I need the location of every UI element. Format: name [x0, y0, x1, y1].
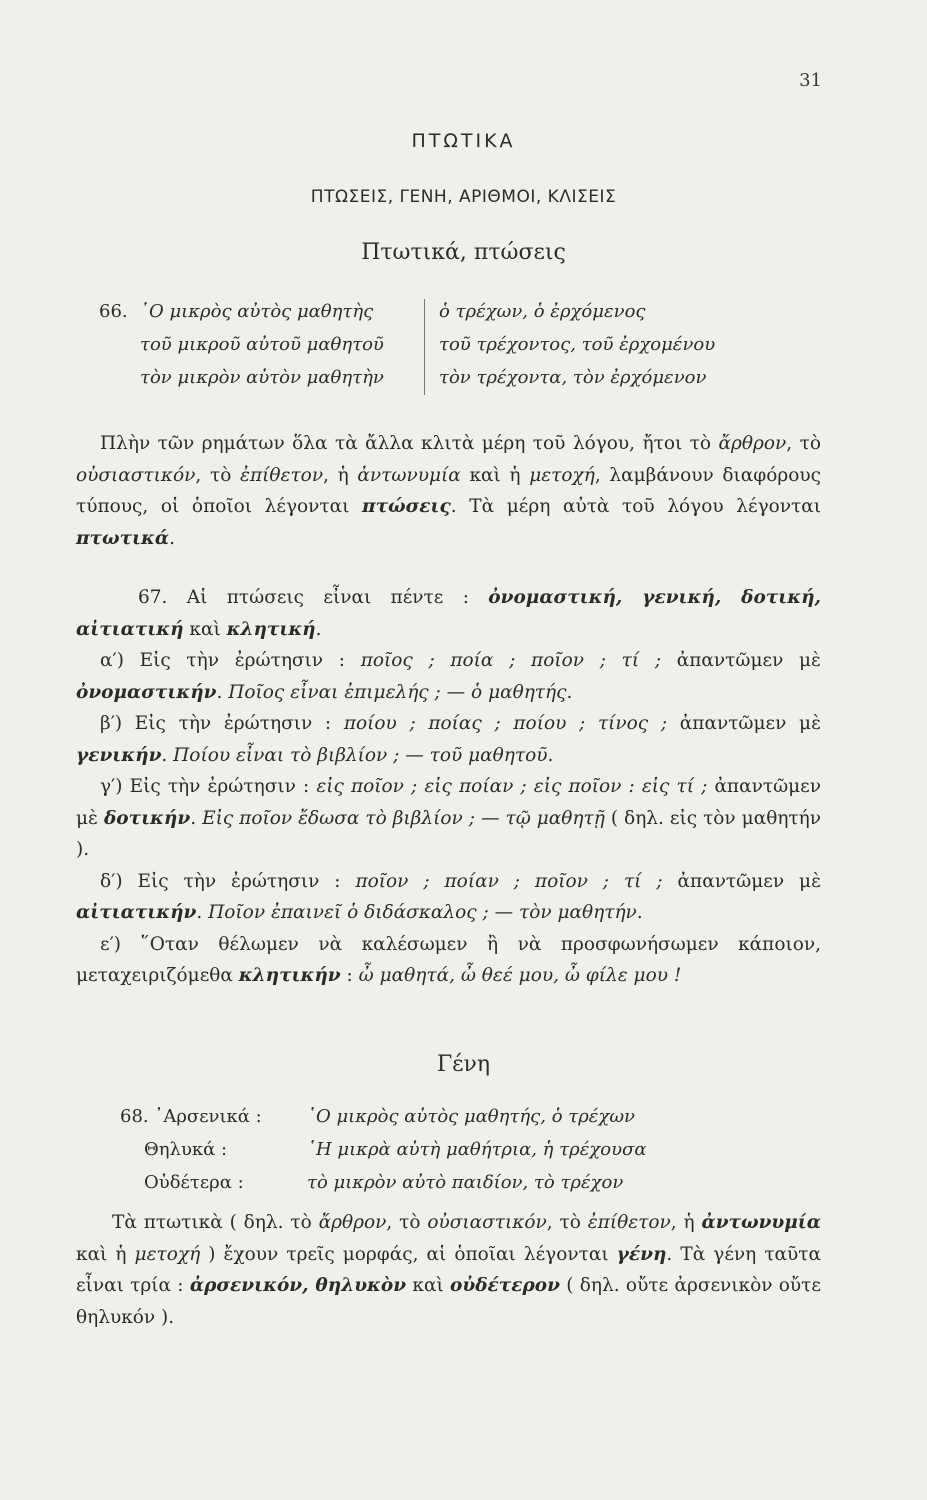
- text-run: ἐπίθετον: [240, 464, 324, 486]
- text-run: .: [161, 744, 174, 766]
- gender-row-neuter: [120, 1166, 820, 1199]
- gender-row-feminine: [120, 1133, 820, 1166]
- text-run: εἰς ποῖον ; εἰς ποίαν ; εἰς ποῖον : εἰς τί ;: [316, 776, 708, 797]
- paragraph-genders: [76, 1207, 821, 1333]
- text-run: .: [547, 744, 554, 766]
- text-run: Θηλυκά :: [144, 1139, 228, 1160]
- text-run: ὀνομαστικήν: [76, 681, 217, 703]
- text-run: ἀπαντῶμεν μὲ: [662, 870, 821, 892]
- example-number: 66.: [99, 301, 128, 322]
- example-line: τὸν τρέχοντα, τὸν ἐρχόμενον: [439, 367, 707, 388]
- text-run: 68. ᾿Αρσενικά :: [120, 1106, 262, 1127]
- text-run: ἀντωνυμία: [701, 1212, 821, 1233]
- case-item-nominative: [76, 645, 821, 708]
- text-run: ἀπαντῶμεν μὲ: [76, 776, 822, 829]
- text-run: Ποίου εἶναι τὸ βιβλίον ; — τοῦ μαθητοῦ: [173, 744, 548, 766]
- text-run: , τὸ: [786, 433, 822, 454]
- text-run: .: [566, 681, 573, 703]
- text-run: οὐσιαστικόν: [427, 1212, 547, 1233]
- example-line: ὁ τρέχων, ὁ ἐρχόμενος: [439, 301, 646, 322]
- paragraph-67-lead: [76, 582, 821, 645]
- text-run: .: [196, 902, 209, 923]
- text-run: , λαμβάνουν διαφόρους τύπους, οἱ ὁποῖοι λέγονται: [76, 464, 822, 517]
- text-run: γ′) Εἰς τὴν ἐρώτησιν :: [100, 776, 317, 797]
- text-run: μετοχή: [529, 464, 595, 486]
- text-run: ὀνομαστική, γενική, δοτική, αἰτιατική: [76, 587, 821, 640]
- page-number: 31: [799, 70, 822, 91]
- case-item-accusative: [76, 866, 821, 929]
- text-run: ἀπαντῶμεν μὲ: [661, 650, 821, 671]
- text-run: ( δηλ. εἰς τὸν μαθητήν ).: [76, 807, 821, 860]
- text-run: ε′) ῞Οταν θέλωμεν νὰ καλέσωμεν ἢ νὰ προσφωνήσωμεν κάποιον, μεταχειριζόμεθα: [76, 933, 821, 986]
- text-run: τὸ μικρὸν αὐτὸ παιδίον, τὸ τρέχον: [307, 1172, 624, 1193]
- text-run: .: [315, 618, 322, 640]
- text-run: πτωτικά: [76, 527, 170, 549]
- text-run: :: [340, 965, 359, 986]
- text-run: γένη: [616, 1243, 667, 1265]
- text-run: ἄρθρον: [718, 433, 787, 454]
- text-run: δ′) Εἰς τὴν ἐρώτησιν :: [100, 870, 356, 892]
- text-run: ὦ μαθητά, ὦ θεέ μου, ὦ φίλε μου !: [358, 965, 682, 986]
- gender-row-masculine: [120, 1100, 820, 1133]
- section-title-genders: Γένη: [436, 1052, 491, 1077]
- case-item-genitive: [76, 708, 821, 771]
- text-run: Οὐδέτερα :: [144, 1172, 244, 1193]
- text-run: . Τὰ γένη ταῦτα εἶναι τρία :: [76, 1243, 822, 1296]
- text-run: πτώσεις: [362, 496, 451, 517]
- text-run: , τὸ: [386, 1212, 428, 1233]
- example-line: τοῦ μικροῦ αὐτοῦ μαθητοῦ: [140, 334, 384, 355]
- text-run: αἰτιατικήν: [76, 902, 197, 923]
- text-run: καὶ ἡ: [460, 464, 530, 486]
- text-run: Τὰ πτωτικὰ ( δηλ. τὸ: [112, 1212, 319, 1233]
- text-run: , ἡ: [670, 1212, 702, 1233]
- text-run: ) ἔχουν τρεῖς μορφάς, αἱ ὁποῖαι λέγονται: [200, 1243, 617, 1265]
- chapter-subtitle: ΠΤΩΣΕΙΣ, ΓΕΝΗ, ΑΡΙΘΜΟΙ, ΚΛΙΣΕΙΣ: [310, 187, 617, 207]
- example-line: τὸν μικρὸν αὐτὸν μαθητὴν: [140, 367, 384, 388]
- example-line: τοῦ τρέχοντος, τοῦ ἐρχομένου: [439, 334, 716, 355]
- text-run: Ποῖον ἐπαινεῖ ὁ διδάσκαλος ; — τὸν μαθητήν: [208, 902, 637, 923]
- text-run: , τὸ: [195, 464, 241, 486]
- text-run: γενικήν: [76, 744, 162, 766]
- text-run: ποῖον ; ποίαν ; ποῖον ; τί ;: [355, 870, 663, 892]
- text-run: ποίου ; ποίας ; ποίου ; τίνος ;: [343, 713, 668, 734]
- example-line: ῾Ο μικρὸς αὐτὸς μαθητὴς: [140, 301, 374, 322]
- paragraph-67: [76, 582, 821, 992]
- paragraph-cases-intro: [76, 428, 821, 554]
- text-run: 67. Αἱ πτώσεις εἶναι πέντε :: [138, 587, 489, 608]
- text-run: α′) Εἰς τὴν ἐρώτησιν :: [100, 650, 361, 671]
- text-run: Πλὴν τῶν ρημάτων ὅλα τὰ ἄλλα κλιτὰ μέρη τοῦ λόγου, ἤτοι τὸ: [100, 433, 719, 454]
- text-run: μετοχή: [134, 1243, 201, 1265]
- text-run: Ποῖος εἶναι ἐπιμελής ; — ὁ μαθητής: [228, 681, 567, 703]
- text-run: .: [169, 527, 175, 549]
- text-run: ἐπίθετον: [587, 1212, 671, 1233]
- text-run: καὶ ἡ: [76, 1243, 135, 1265]
- text-run: οὐδέτερον: [450, 1275, 560, 1296]
- column-divider: [424, 299, 425, 395]
- text-run: ποῖος ; ποία ; ποῖον ; τί ;: [360, 650, 662, 671]
- text-run: , τὸ: [546, 1212, 588, 1233]
- text-run: οὐσιαστικόν: [76, 464, 196, 486]
- text-run: καὶ: [183, 618, 227, 640]
- text-run: ἀπαντῶμεν μὲ: [667, 713, 822, 734]
- case-item-vocative: [76, 929, 821, 992]
- text-run: β′) Εἰς τὴν ἐρώτησιν :: [100, 713, 344, 734]
- text-run: καὶ: [406, 1275, 451, 1296]
- case-item-dative: [76, 771, 821, 866]
- text-run: .: [636, 902, 643, 923]
- section-title-cases: Πτωτικά, πτώσεις: [361, 240, 566, 265]
- example-68: [120, 1100, 820, 1199]
- text-run: . Τὰ μέρη αὐτὰ τοῦ λόγου λέγονται: [450, 496, 821, 517]
- text-run: .: [216, 681, 229, 703]
- text-run: ἀρσενικόν, θηλυκὸν: [189, 1275, 407, 1296]
- text-run: , ἡ: [323, 464, 358, 486]
- text-run: ἀντωνυμία: [357, 464, 461, 486]
- text-run: κλητικήν: [238, 965, 341, 986]
- text-run: ῾Ο μικρὸς αὐτὸς μαθητής, ὁ τρέχων: [307, 1106, 635, 1127]
- text-run: ῾Η μικρὰ αὐτὴ μαθήτρια, ἡ τρέχουσα: [307, 1139, 647, 1160]
- chapter-title: ΠΤΩΤΙΚΑ: [411, 130, 516, 152]
- example-66-right-column: [439, 295, 839, 394]
- text-run: Εἰς ποῖον ἔδωσα τὸ βιβλίον ; — τῷ μαθητῇ: [202, 807, 605, 829]
- text-run: κλητική: [226, 618, 316, 640]
- text-run: δοτικήν: [103, 807, 191, 829]
- text-run: ἄρθρον: [318, 1212, 387, 1233]
- text-run: ( δηλ. οὔτε ἀρσενικὸν οὔτε θηλυκόν ).: [76, 1275, 821, 1328]
- text-run: .: [190, 807, 203, 829]
